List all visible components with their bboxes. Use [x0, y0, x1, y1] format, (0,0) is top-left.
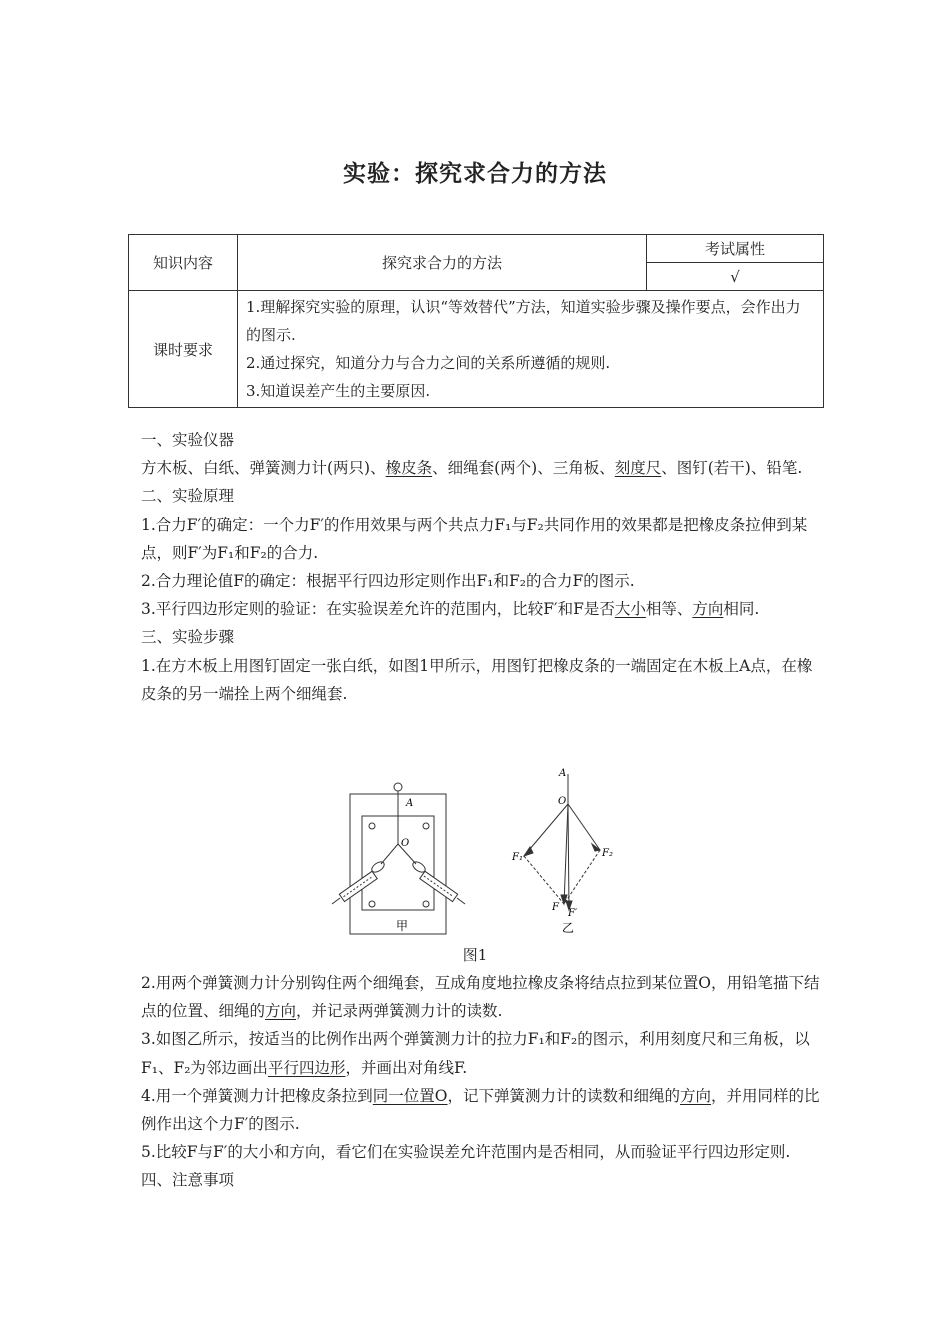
step-paragraph: 5.比较F与F′的大小和方向，看它们在实验误差允许范围内是否相同，从而验证平行四边形定则. — [141, 1143, 791, 1162]
section-heading: 四、注意事项 — [141, 1171, 235, 1190]
step-paragraph: 2.用两个弹簧测力计分别钩住两个细绳套，互成角度地拉橡皮条将结点拉到某位置O，用铅笔描下结点的位置、细绳的方向，并记录两弹簧测力计的读数. — [141, 974, 820, 1021]
blank-answer: 方向 — [680, 1086, 712, 1105]
exam-attribute-header: 考试属性 — [647, 235, 824, 263]
figure-jia-diagram — [332, 783, 465, 934]
blank-answer: 方向 — [692, 600, 724, 619]
figure-yi-diagram — [524, 774, 600, 910]
requirement-list — [238, 291, 824, 408]
force-f-prime-label: F′ — [568, 908, 578, 919]
exam-attribute-mark: √ — [647, 263, 824, 291]
point-a-label: A — [406, 798, 414, 809]
document-body-upper — [141, 426, 821, 708]
requirement-item: 2.通过探究，知道分力与合力之间的关系所遵循的规则. — [246, 354, 611, 372]
step-paragraph: 3.如图乙所示，按适当的比例作出两个弹簧测力计的拉力F₁和F₂的图示，利用刻度尺和三角板，以F₁、F₂为邻边画出平行四边形，并画出对角线F. — [141, 1030, 810, 1077]
section-heading: 二、实验原理 — [141, 487, 235, 506]
figure-label-yi: 乙 — [562, 921, 575, 935]
step-paragraph: 4.用一个弹簧测力计把橡皮条拉到同一位置O，记下弹簧测力计的读数和细绳的方向，并用同样的比例作出这个力F′的图示. — [141, 1086, 820, 1134]
figure-caption: 图1 — [462, 946, 488, 964]
requirement-label: 课时要求 — [129, 291, 238, 408]
force-f-label: F — [552, 902, 559, 913]
section-heading: 一、实验仪器 — [141, 431, 235, 449]
force-f1-label: F₁ — [512, 852, 523, 863]
requirement-item: 1.理解探究实验的原理，认识“等效替代”方法，知道实验步骤及操作要点，会作出力的图示. — [246, 298, 801, 344]
point-a-label: A — [559, 768, 567, 779]
principle-paragraph: 2.合力理论值F的确定：根据平行四边形定则作出F₁和F₂的合力F的图示. — [141, 572, 635, 591]
knowledge-label: 知识内容 — [129, 235, 238, 291]
requirement-item: 3.知道误差产生的主要原因. — [246, 382, 431, 400]
point-o-label: O — [401, 838, 410, 849]
blank-answer: 方向 — [265, 1002, 297, 1021]
blank-answer: 平行四边形 — [267, 1058, 346, 1077]
blank-answer: 同一位置O — [372, 1086, 448, 1105]
figure-label-jia: 甲 — [396, 919, 409, 933]
principle-paragraph: 3.平行四边形定则的验证：在实验误差允许的范围内，比较F′和F是否大小相等、方向相同. — [141, 600, 760, 619]
instrument-list: 方木板、白纸、弹簧测力计(两只)、橡皮条、细绳套(两个)、三角板、刻度尺、图钉(若干)、铅笔. — [141, 459, 803, 478]
section-heading: 三、实验步骤 — [141, 628, 235, 647]
blank-answer: 刻度尺 — [614, 459, 662, 478]
blank-answer: 大小 — [614, 600, 646, 619]
principle-paragraph: 1.合力F′的确定：一个力F′的作用效果与两个共点力F₁与F₂共同作用的效果都是把橡皮条拉伸到某点，则F′为F₁和F₂的合力. — [141, 515, 808, 562]
step-paragraph: 1.在方木板上用图钉固定一张白纸，如图1甲所示，用图钉把橡皮条的一端固定在木板上A点，在橡皮条的另一端拴上两个细绳套. — [141, 656, 813, 703]
page-title: 实验：探究求合力的方法 — [343, 161, 607, 187]
point-o-label: O — [558, 796, 567, 807]
document-body-lower — [141, 969, 821, 1195]
course-info-table — [128, 234, 824, 408]
force-f2-label: F₂ — [602, 848, 613, 859]
blank-answer: 橡皮条 — [385, 459, 433, 478]
figure-1 — [326, 764, 626, 964]
knowledge-value: 探究求合力的方法 — [238, 235, 647, 291]
